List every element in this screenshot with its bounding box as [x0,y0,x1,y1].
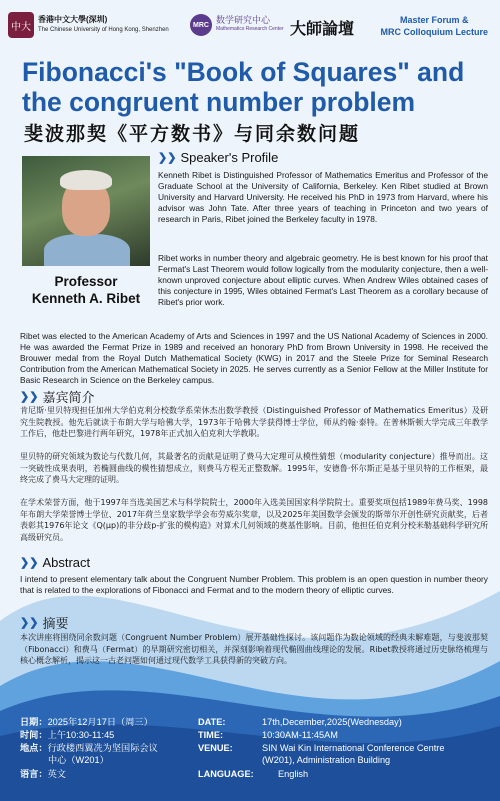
speaker-fullname: Kenneth A. Ribet [31,291,141,306]
mrc-name-en: Mathematics Research Center [216,26,284,32]
date-en: 17th,December,2025(Wednesday) [262,717,402,727]
speaker-bio-paragraph-1: Kenneth Ribet is Distinguished Professor of Mathematics Emeritus and Professor of the Graduate School at the University of California, Berkeley. Ken Ribet studied at Brown University and Harvard University. He received his PhD in 1973 from Harvard, where his advisor was John Tate. After three years of teaching in Princeton and two years of research in Paris, Ribet joined the Berkeley faculty in 1978. [158,170,488,225]
mrc-logo [190,14,284,36]
abstract-zh-label: 摘要 [42,616,69,631]
speaker-profile-label: Speaker's Profile [180,150,279,165]
header-logos [8,8,492,44]
speaker-profile-heading [158,150,278,165]
speaker-photo [22,156,150,266]
abstract-text: I intend to present elementary talk about the Congruent Number Problem. This problem is an open question in number theory that is related to the explorations of Fibonacci and Fermat and to the modern theory of elliptic curves. [20,574,488,596]
venue-en: SIN Wai Kin International Conference Centre [262,743,445,753]
master-forum-logo: 大師論壇 [290,19,355,38]
guest-paragraph-2: 里贝特的研究领域为数论与代数几何，其最著名的贡献是证明了费马大定理可从模性猜想（modularity conjecture）推导而出。这一突破性成果表明，若椭圆曲线的模性猜想成立，则费马方程无正整数解。1995年，安德鲁·怀尔斯正是基于里贝特的工作框架，最终完成了费马大定理的证明。 [20,452,488,484]
time-zh: 时间：上午10:30-11:45 [20,730,115,740]
venue-zh-line-2: 中心（W201） [48,755,109,765]
speaker-name [22,273,150,307]
date-zh: 日期：2025年12月17日（周三） [20,717,153,727]
cuhk-name-zh: 香港中文大學(深圳) [38,15,108,24]
guest-paragraph-1: 肯尼斯·里贝特现担任加州大学伯克利分校数学系荣休杰出数学教授（Distinguished Professor of Mathematics Emeritus）及研究生院教授。他先后就读于布朗大学与哈佛大学，1973年于哈佛大学获得博士学位，师从约翰·泰特。在普林斯顿大学完成三年教学工作后，他赴巴黎进行两年研究，1978年正式加入伯克利大学教职。 [20,406,488,438]
forum-line-1: Master Forum & [399,15,469,25]
chevron-right-icon: ❯❯ [20,391,39,403]
language-en: English [278,769,309,779]
cuhk-logo [8,12,169,38]
lecture-title-zh: 斐波那契《平方数书》与同余数问题 [24,123,361,145]
chevron-right-icon: ❯❯ [158,152,177,164]
forum-label [381,14,489,38]
venue-zh: 地点：行政楼西翼冼为坚国际会议 [20,743,158,753]
venue-en-line-2: (W201), Administration Building [262,755,391,765]
time-en-label: TIME: [198,730,224,740]
cuhk-name-en: The Chinese University of Hong Kong, Shenzhen [38,27,169,33]
abstract-label: Abstract [42,555,91,570]
speaker-bio-paragraph-2: Ribet works in number theory and algebraic geometry. He is best known for his proof that Fermat's Last Theorem would follow logically from the modularity conjecture, then a well-known unproved conjecture about elliptic curves. When Andrew Wiles obtained cases of this conjecture in 1995, Wiles obtained Fermat's Last Theorem as a corollary because of Ribet's prior work. [158,253,488,308]
guest-paragraph-3: 在学术荣誉方面，他于1997年当选美国艺术与科学院院士，2000年入选美国国家科学院院士。重要奖项包括1989年费马奖、1998年布朗大学荣誉博士学位、2017年荷兰皇家数学学会布劳威尔奖章，以及2025年美国数学会颁发的斯蒂尔开创性研究贡献奖，后者表彰其1976年论文《Q(μp)的非分歧p-扩张的模构造》对算术几何领域的奠基性影响。目前，他担任伯克利分校米勒基础科学研究所高级研究员。 [20,498,488,542]
language-zh: 语言：英文 [20,769,66,779]
mrc-badge-icon: MRC [190,14,212,36]
time-en: 10:30AM-11:45AM [262,730,338,740]
event-info [20,717,490,797]
speaker-title: Professor [54,274,118,289]
guest-profile-heading [20,387,94,406]
lecture-title-en: Fibonacci's "Book of Squares" and the congruent number problem [22,57,465,117]
date-en-label: DATE: [198,717,226,727]
abstract-heading [20,555,90,570]
cuhk-seal-icon: 中大 [8,12,34,38]
abstract-zh-text: 本次讲座将围绕同余数问题（Congruent Number Problem）展开基础性探讨。该问题作为数论领域的经典未解难题，与斐波那契（Fibonacci）和费马（Fermat）的早期研究密切相关，并深刻影响着现代椭圆曲线理论的发展。Ribet教授将通过历史脉络梳理与核心概念解析，揭示这一古老问题如何通过现代数学工具获得新的突破方向。 [20,633,488,665]
mrc-name-zh: 数学研究中心 [216,15,271,25]
forum-line-2: MRC Colloquium Lecture [380,27,488,37]
venue-en-label: VENUE: [198,743,233,753]
guest-profile-label: 嘉宾简介 [42,390,95,405]
speaker-bio-paragraph-3: Ribet was elected to the American Academy of Arts and Sciences in 1997 and the US National Academy of Sciences in 2000. He was awarded the Fermat Prize in 1989 and received an honorary PhD from Brown University in 1998. He received the Brouwer medal from the Royal Dutch Mathematical Society (KWG) in 2017 and the Steele Prize for Seminal Research Contribution from the American Mathematical Society in 2025. He serves currently as a Senior Fellow at the Miller Institute for Basic Research in Science on the Berkeley campus. [20,331,488,386]
chevron-right-icon: ❯❯ [20,617,39,629]
chevron-right-icon: ❯❯ [20,557,39,569]
abstract-zh-heading [20,613,68,632]
language-en-label: LANGUAGE: [198,769,254,779]
